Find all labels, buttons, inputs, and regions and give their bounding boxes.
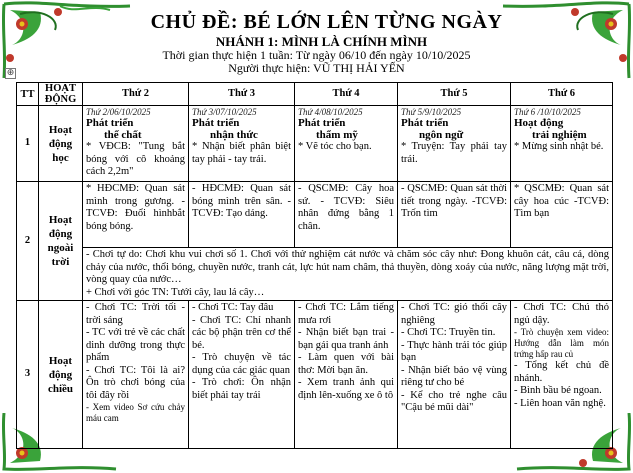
afternoon-item: - Liên hoan văn nghệ. xyxy=(514,397,606,409)
outdoor-cell-thu: - QSCMĐ: Quan sát thời tiết trong ngày. -TCVĐ: Trốn tìm xyxy=(398,182,511,248)
header-mon: Thứ 2 xyxy=(83,83,189,106)
header-tue: Thứ 3 xyxy=(189,83,295,106)
lesson-field-sub: ngôn ngữ xyxy=(419,129,464,141)
afternoon-item: - Nhận biết bảo vệ vùng riêng tư cho bé xyxy=(401,364,507,388)
lesson-date: Thứ 2/06/10/2025 xyxy=(86,107,151,117)
afternoon-item: - Nhận biết bạn trai - bạn gái qua tranh ảnh xyxy=(298,327,394,351)
afternoon-item: - Xem tranh ảnh qui định lên-xuống xe ô tô xyxy=(298,377,394,401)
outdoor-cell-mon: * HĐCMĐ: Quan sát mình trong gương. - TCVĐ: Đuổi hìnhbắt bóng bóng. xyxy=(83,182,189,248)
header-fri: Thứ 6 xyxy=(511,83,613,106)
free-play-text: - Chơi tự do: Chơi khu vui chơi số 1. Chơi với thử nghiệm cát nước và chăm sóc cây như: Đong khuôn cát, câu cá, dòng chảy của nước, thổi bóng, chuyền nước, tranh cát, lực hút nam châm, thả thuyền, dòng xoáy của nước, năng lượng mặt trời, vòng quay của nước… xyxy=(86,249,609,285)
afternoon-item: - Làm quen với bài thơ: Mời bạn ăn. xyxy=(298,352,394,376)
outdoor-cell-wed: - QSCMĐ: Cây hoa sứ. - TCVĐ: Siêu nhân đứng bằng 1 chân. xyxy=(295,182,398,248)
document-title: CHỦ ĐỀ: BÉ LỚN LÊN TỪNG NGÀY xyxy=(150,11,503,33)
afternoon-item: - Trò chơi: Ôn nhận biết phải tay trái xyxy=(192,377,291,401)
lesson-cell-thu xyxy=(398,106,511,182)
afternoon-cell-fri xyxy=(511,301,613,449)
afternoon-item: - Trò chuyện xem video: Hướng dẫn làm món trứng hấp rau củ xyxy=(514,327,609,359)
lesson-cell-fri xyxy=(511,106,613,182)
afternoon-item: - Chơi TC: gió thổi cây nghiêng xyxy=(401,302,507,326)
branch-title: NHÁNH 1: MÌNH LÀ CHÍNH MÌNH xyxy=(215,34,428,49)
afternoon-cell-thu xyxy=(398,301,511,449)
afternoon-item: - Thực hành trải tóc giúp bạn xyxy=(401,339,507,363)
afternoon-item: - Trò chuyện về tác dụng của các giác quan xyxy=(192,352,291,376)
afternoon-item: - Kể cho trẻ nghe câu "Cậu bé mũi dài" xyxy=(401,389,507,413)
nature-corner-text: + Chơi với góc TN: Tưới cây, lau lá cây… xyxy=(86,286,265,298)
lesson-field: Hoạt động xyxy=(514,117,564,129)
row-number: 3 xyxy=(17,301,39,449)
lesson-content: * Truyện: Tay phải tay trái. xyxy=(401,141,507,165)
table-header-row xyxy=(17,83,613,106)
activity-name: Hoạt động chiều xyxy=(39,301,83,449)
lesson-content: * Nhận biết phân biệt tay phải - tay trái. xyxy=(192,141,291,165)
header-thu: Thứ 5 xyxy=(398,83,511,106)
afternoon-item: - Chơi TC: Chỉ nhanh các bộ phận trên cơ thể bé. xyxy=(192,314,291,351)
afternoon-item: - Chơi TC: Trời tối - trời sáng xyxy=(86,302,185,326)
lesson-date: Thứ 4/08/10/2025 xyxy=(298,107,363,117)
table-row xyxy=(17,106,613,182)
afternoon-cell-mon xyxy=(83,301,189,449)
outdoor-cell-fri: * QSCMĐ: Quan sát cây hoa cúc -TCVĐ: Tìm bạn xyxy=(511,182,613,248)
afternoon-item: - TC với trẻ về các chất dinh dưỡng trong thực phẩm xyxy=(86,327,185,363)
lesson-field: Phát triển xyxy=(86,117,134,129)
lesson-field: Phát triển xyxy=(192,117,240,129)
afternoon-cell-tue xyxy=(189,301,295,449)
afternoon-item: - Tổng kết chủ đề nhánh. xyxy=(514,360,609,384)
row-number: 2 xyxy=(17,182,39,301)
lesson-field: Phát triển xyxy=(401,117,449,129)
free-play-cell xyxy=(83,248,613,301)
lesson-field: Phát triển xyxy=(298,117,346,129)
outdoor-cell-tue: - HĐCMĐ: Quan sát bóng mình trên sân. -TCVĐ: Tạo dáng. xyxy=(189,182,295,248)
table-row xyxy=(17,248,613,301)
lesson-content: * Vẽ tóc cho bạn. xyxy=(298,141,372,152)
row-number: 1 xyxy=(17,106,39,182)
lesson-content: * Mừng sinh nhật bé. xyxy=(514,141,604,152)
header-tt: TT xyxy=(17,83,39,106)
afternoon-cell-wed xyxy=(295,301,398,449)
afternoon-item: - Chơi TC: Lắm tiếng mưa rơi xyxy=(298,302,394,326)
table-move-handle[interactable]: ⊕ xyxy=(6,68,15,78)
activity-name: Hoạt động học xyxy=(39,106,83,182)
weekly-plan-table xyxy=(16,82,613,449)
lesson-date: Thứ 6 /10/10/2025 xyxy=(514,107,581,117)
table-row xyxy=(17,182,613,248)
header-activity: HOẠT ĐỘNG xyxy=(39,83,83,106)
lesson-field-sub: thẩm mỹ xyxy=(316,129,358,141)
afternoon-item: - Chơi TC: Chú thỏ ngủ dậy. xyxy=(514,302,609,326)
afternoon-item: - Chơi TC: Tôi là ai? Ôn trò chơi bóng của tôi đây rồi xyxy=(86,364,185,401)
teacher-name: Người thực hiện: VŨ THỊ HẢI YẾN xyxy=(228,61,405,75)
afternoon-item: - Chơi TC: Tay đâu xyxy=(192,302,274,313)
lesson-field-sub: nhận thức xyxy=(210,129,258,141)
afternoon-item: - Chơi TC: Truyền tin. xyxy=(401,327,496,338)
lesson-cell-mon xyxy=(83,106,189,182)
afternoon-item: - Xem video Sơ cứu chảy máu cam xyxy=(86,402,185,423)
lesson-date: Thứ 3/07/10/2025 xyxy=(192,107,257,117)
lesson-field-sub: trải nghiệm xyxy=(532,129,587,141)
header-wed: Thứ 4 xyxy=(295,83,398,106)
afternoon-item: - Bình bầu bé ngoan. xyxy=(514,385,602,396)
lesson-field-sub: thể chất xyxy=(104,129,142,141)
lesson-date: Thứ 5/9/10/2025 xyxy=(401,107,462,117)
table-row xyxy=(17,301,613,449)
lesson-content: * VĐCB: "Tung bắt bóng với cô khoảng cách 2,2m" xyxy=(86,141,185,177)
document-header xyxy=(0,10,633,75)
activity-name: Hoạt động ngoài trời xyxy=(39,182,83,301)
time-range: Thời gian thực hiện 1 tuần: Từ ngày 06/10 đến ngày 10/10/2025 xyxy=(162,48,471,62)
lesson-cell-wed xyxy=(295,106,398,182)
lesson-cell-tue xyxy=(189,106,295,182)
